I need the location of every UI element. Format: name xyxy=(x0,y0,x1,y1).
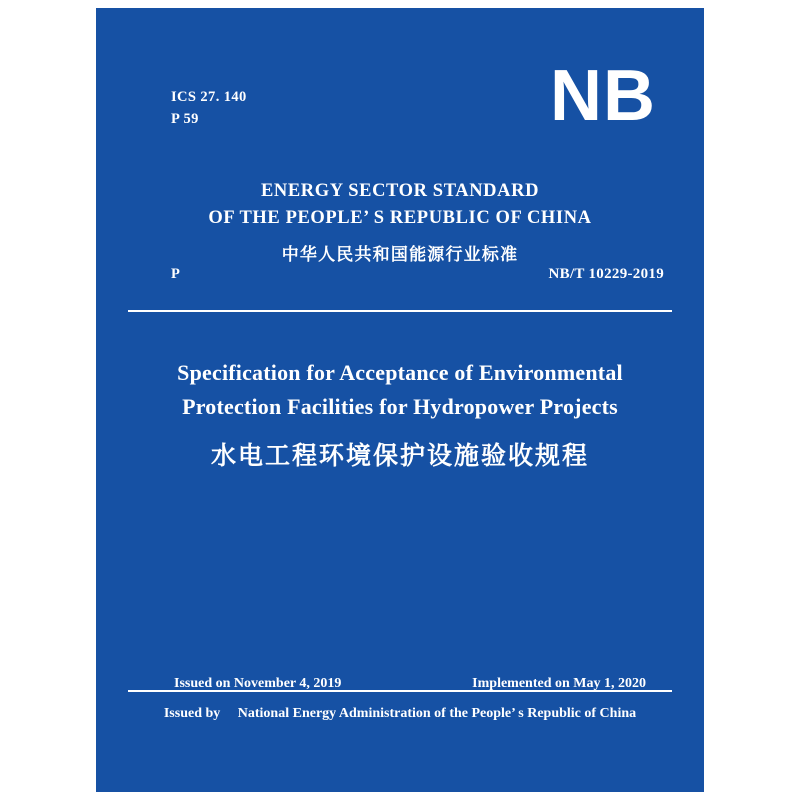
organization-line-chinese: 中华人民共和国能源行业标准 xyxy=(281,244,519,265)
divider-top xyxy=(128,310,672,312)
category-code: P xyxy=(171,266,180,282)
organization-line-1: ENERGY SECTOR STANDARD xyxy=(260,181,540,201)
issuing-organization xyxy=(96,178,704,265)
classification-code: P 59 xyxy=(171,111,199,128)
ics-block xyxy=(171,86,247,131)
ics-number: ICS 27. 140 xyxy=(171,89,247,105)
standard-number: NB/T 10229-2019 xyxy=(548,266,664,282)
organization-line-2: OF THE PEOPLE’ S REPUBLIC OF CHINA xyxy=(208,207,592,228)
title-chinese: 水电工程环境保护设施验收规程 xyxy=(210,441,589,471)
title-english-line-2: Protection Facilities for Hydropower Projects xyxy=(182,394,618,420)
standard-title xyxy=(136,356,664,472)
title-english-line-1: Specification for Acceptance of Environmental xyxy=(177,360,623,385)
nb-logo: NB xyxy=(550,56,656,136)
dates-row xyxy=(174,676,646,692)
standard-cover xyxy=(96,8,704,792)
standard-code-row xyxy=(171,266,664,283)
issuer-name: National Energy Administration of the People’ s Republic of China xyxy=(237,706,637,721)
issuer-row xyxy=(96,706,704,722)
issuer-label: Issued by xyxy=(163,706,221,721)
issued-date: Issued on November 4, 2019 xyxy=(174,676,342,691)
implemented-date: Implemented on May 1, 2020 xyxy=(472,676,646,691)
